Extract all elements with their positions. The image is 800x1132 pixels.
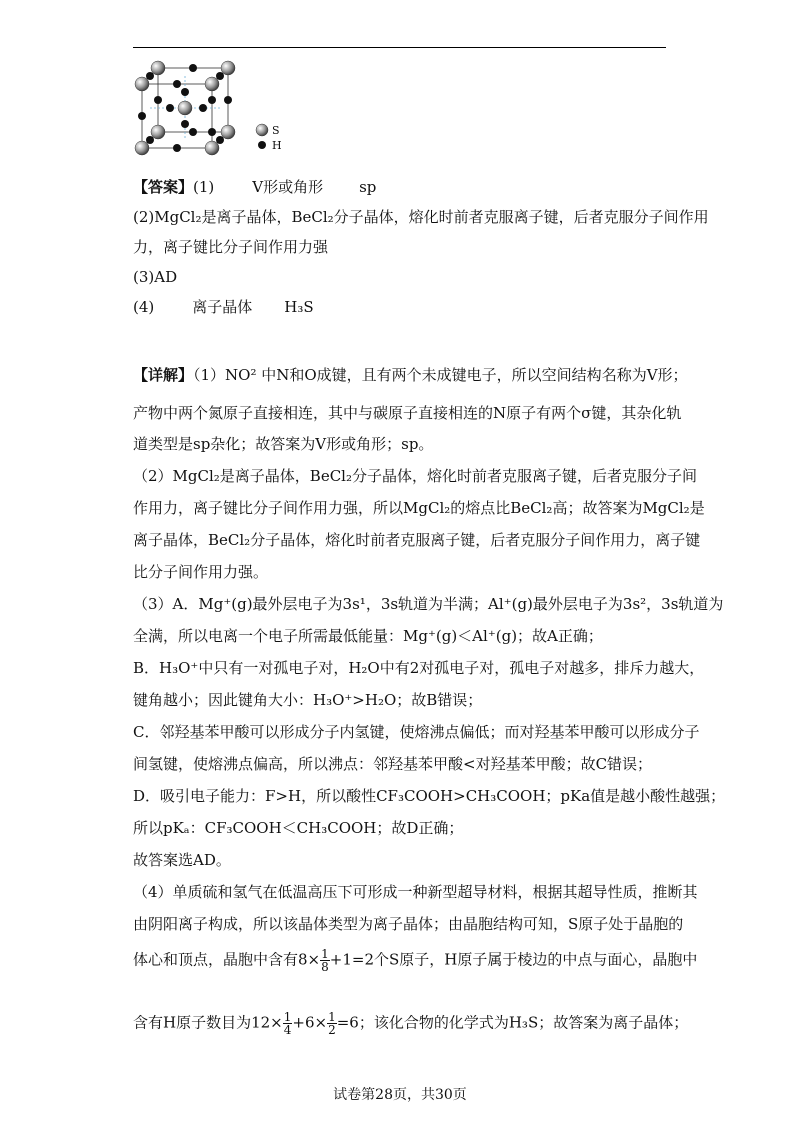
legend-h-label: H (272, 139, 282, 152)
detail-p4-text-4b: ；该化合物的化学式为H₃S；故答案为离子晶体； (358, 1013, 689, 1032)
detail-p4-text-3b: 个S原子，H原子属于棱边的中点与面心，晶胞中 (374, 950, 698, 969)
detail-p3-line-5: C．邻羟基苯甲酸可以形成分子内氢键，使熔沸点偏低；而对羟基苯甲酸可以形成分子 (133, 723, 700, 741)
answer-q2-line-1: (2)MgCl₂是离子晶体，BeCl₂分子晶体，熔化时前者克服离子键，后者克服分子间作用 (133, 208, 709, 226)
s-count-fraction (320, 948, 330, 973)
header-rule (133, 47, 666, 48)
detail-p4-text-3a: 体心和顶点，晶胞中含有 (133, 950, 299, 969)
detail-p3-line-6: 间氢键，使熔沸点偏高，所以沸点：邻羟基苯甲酸<对羟基苯甲酸；故C错误； (133, 755, 653, 773)
detail-label: 【详解】 (133, 366, 194, 384)
answer-q4-b: H₃S (284, 298, 314, 316)
detail-p4-line-2: 由阴阳离子构成，所以该晶体类型为离子晶体；由晶胞结构可知，S原子处于晶胞的 (133, 915, 684, 933)
h-count-expr-2: +6× (292, 1013, 328, 1032)
detail-p3-line-7: D．吸引电子能力：F>H，所以酸性CF₃COOH>CH₃COOH；pKa值是越小酸性越强； (133, 787, 726, 805)
detail-p4-line-4 (133, 1011, 688, 1036)
s-frac-num: 1 (321, 947, 329, 961)
h-frac1-num: 1 (283, 1010, 292, 1024)
detail-p4-line-1: （4）单质硫和氢气在低温高压下可形成一种新型超导材料，根据其超导性质，推断其 (133, 883, 698, 901)
answer-line-4 (133, 298, 314, 316)
detail-p3-line-9: 故答案选AD。 (133, 851, 231, 869)
detail-p2-line-2: 作用力，离子键比分子间作用力强，所以MgCl₂的熔点比BeCl₂高；故答案为MgCl₂是 (133, 499, 705, 517)
detail-p2-line-1: （2）MgCl₂是离子晶体，BeCl₂分子晶体，熔化时前者克服离子键，后者克服分子间 (133, 467, 697, 485)
answer-q2-line-2: 力，离子键比分子间作用力强 (133, 238, 329, 256)
h-count-fraction-2 (327, 1011, 337, 1036)
detail-p3-line-3: B．H₃O⁺中只有一对孤电子对，H₂O中有2对孤电子对，孤电子对越多，排斥力越大， (133, 659, 705, 677)
h-frac2-den: 2 (328, 1023, 336, 1037)
h-frac2-num: 1 (328, 1010, 336, 1024)
legend-s-label: S (272, 124, 280, 137)
h-frac1-den: 4 (283, 1023, 292, 1037)
detail-p1-line-3: 道类型是sp杂化；故答案为V形或角形；sp。 (133, 435, 434, 453)
answer-q3: (3)AD (133, 268, 178, 286)
detail-p3-line-4: 键角越小；因此键角大小：H₃O⁺>H₂O；故B错误； (133, 691, 483, 709)
answer-q1-num: (1) (193, 178, 215, 196)
answer-q4-a: 离子晶体 (192, 298, 253, 316)
detail-p2-line-3: 离子晶体，BeCl₂分子晶体，熔化时前者克服离子键，后者克服分子间作用力，离子键 (133, 531, 701, 549)
detail-p4-text-4a: 含有H原子数目为 (133, 1013, 252, 1032)
s-count-expr-pre: 8× (298, 950, 321, 969)
h-count-expr-3: =6 (336, 1013, 359, 1032)
answer-q4-num: (4) (133, 298, 155, 316)
h-count-fraction-1 (283, 1011, 293, 1036)
detail-p2-line-4: 比分子间作用力强。 (133, 563, 269, 581)
s-count-expr-post: +1=2 (329, 950, 375, 969)
answer-q1-b: sp (359, 178, 377, 196)
detail-p1-text-1: （1）NO² 中N和O成键，且有两个未成键电子，所以空间结构名称为V形； (193, 366, 688, 384)
crystal-cell-figure (128, 56, 288, 160)
s-frac-den: 8 (321, 960, 329, 974)
detail-p4-line-3 (133, 948, 697, 973)
answer-q1-a: V形或角形 (252, 178, 324, 196)
page-footer: 试卷第28页，共30页 (333, 1087, 467, 1103)
answer-line-1 (133, 178, 376, 196)
h-count-expr-1: 12× (251, 1013, 283, 1032)
detail-p3-line-8: 所以pKₐ：CF₃COOH＜CH₃COOH；故D正确； (133, 819, 464, 837)
detail-p3-line-1: （3）A．Mg⁺(g)最外层电子为3s¹，3s轨道为半满；Al⁺(g)最外层电子为3s²，3s轨道为 (133, 595, 724, 613)
answer-label: 【答案】 (133, 178, 194, 196)
detail-p3-line-2: 全满，所以电离一个电子所需最低能量：Mg⁺(g)＜Al⁺(g)；故A正确； (133, 627, 603, 645)
detail-p1-line-2: 产物中两个氮原子直接相连，其中与碳原子直接相连的N原子有两个σ键，其杂化轨 (133, 404, 682, 422)
detail-p1-line-1 (133, 366, 688, 384)
